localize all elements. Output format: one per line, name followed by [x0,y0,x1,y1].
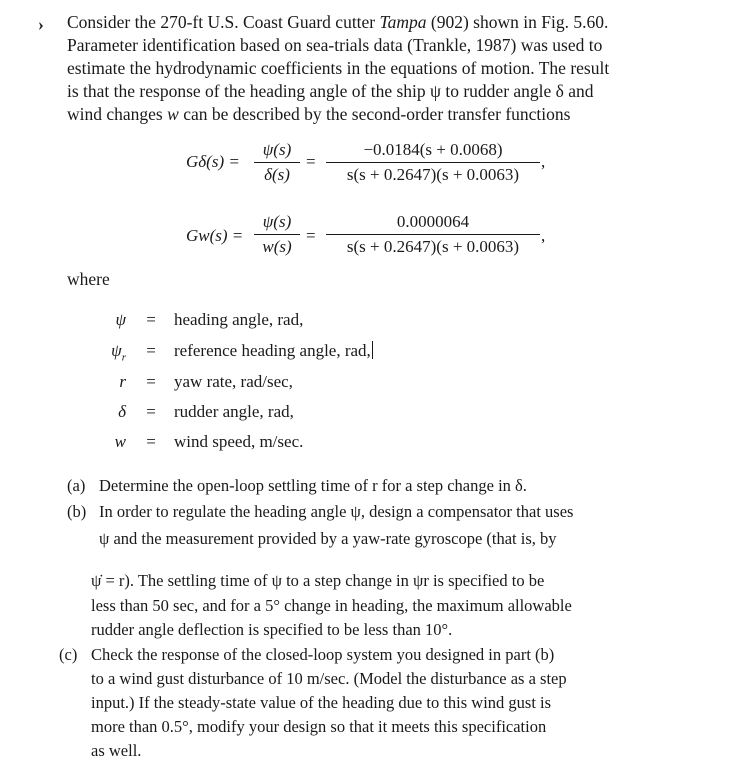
tf1-comma: , [541,152,546,171]
intro-paragraph [67,11,747,126]
tf1-lhs: Gδ(s) = [186,152,240,171]
part-c-line: input.) If the steady-state value of the heading due to this wind gust is [91,693,552,712]
definition-symbol: $\psi_r$ [111,341,126,364]
part-a-label: (a) [67,476,86,495]
definition-row [0,372,756,396]
where-label: where [67,269,110,289]
problem-marker: › [38,14,44,34]
tf2-comma: , [541,226,546,245]
definition-row [0,341,756,365]
definition-equals: = [146,310,156,329]
part-c-line: more than 0.5°, modify your design so that it meets this specification [91,717,547,736]
intro-line-2: Parameter identification based on sea-trials data (Trankle, 1987) was used to [67,35,603,55]
definition-symbol: ψ [115,310,126,329]
definition-text: wind speed, m/sec. [174,432,304,451]
tf1-ratio: ψ(s) δ(s) [254,140,300,185]
part-c-line: as well. [91,741,142,760]
tf1-equals: = [306,152,316,171]
part-b [67,500,86,523]
part-b-label: (b) [67,502,87,521]
definition-row [0,402,756,426]
definition-equals: = [146,341,156,360]
definition-symbol: w [114,432,126,451]
tf2-equals: = [306,226,316,245]
tf1-expression: −0.0184(s + 0.0068) s(s + 0.2647)(s + 0.0063) [326,140,540,185]
text-cursor [372,341,374,359]
definition-row [0,310,756,334]
definition-symbol: δ [118,402,126,421]
part-b-line: less than 50 sec, and for a 5° change in heading, the maximum allowable [91,596,572,615]
intro-line-5: wind changes w can be described by the second-order transfer functions [67,104,571,124]
definition-text: reference heading angle, rad, [174,341,373,361]
part-b-line: In order to regulate the heading angle ψ, design a compensator that uses [99,502,574,521]
definition-equals: = [146,432,156,451]
intro-line-4: is that the response of the heading angle of the ship ψ to rudder angle δ and [67,81,594,101]
definition-equals: = [146,402,156,421]
part-c-line: to a wind gust disturbance of 10 m/sec. (Model the disturbance as a step [91,669,567,688]
part-c-label: (c) [59,645,78,664]
part-a-text: Determine the open-loop settling time of r for a step change in δ. [99,476,527,495]
definition-row [0,432,756,456]
part-a [67,474,527,497]
definition-symbol: r [119,372,126,391]
definition-text: rudder angle, rad, [174,402,294,421]
definition-equals: = [146,372,156,391]
tf2-lhs: Gw(s) = [186,226,244,245]
part-b-line: ψ and the measurement provided by a yaw-rate gyroscope (that is, by [99,529,557,548]
intro-line-1: Consider the 270-ft U.S. Coast Guard cutter Tampa (902) shown in Fig. 5.60. [67,12,609,32]
tf2-expression: 0.0000064 s(s + 0.2647)(s + 0.0063) [326,212,540,257]
tf2-ratio: ψ(s) w(s) [254,212,300,257]
part-c [59,643,77,666]
part-b-line: ψ̇ = r). The settling time of ψ to a step change in ψr is specified to be [91,571,545,590]
definition-text: yaw rate, rad/sec, [174,372,293,391]
part-c-line: Check the response of the closed-loop system you designed in part (b) [91,645,555,664]
intro-line-3: estimate the hydrodynamic coefficients in the equations of motion. The result [67,58,610,78]
definition-text: heading angle, rad, [174,310,304,329]
part-b-line: rudder angle deflection is specified to be less than 10°. [91,620,453,639]
